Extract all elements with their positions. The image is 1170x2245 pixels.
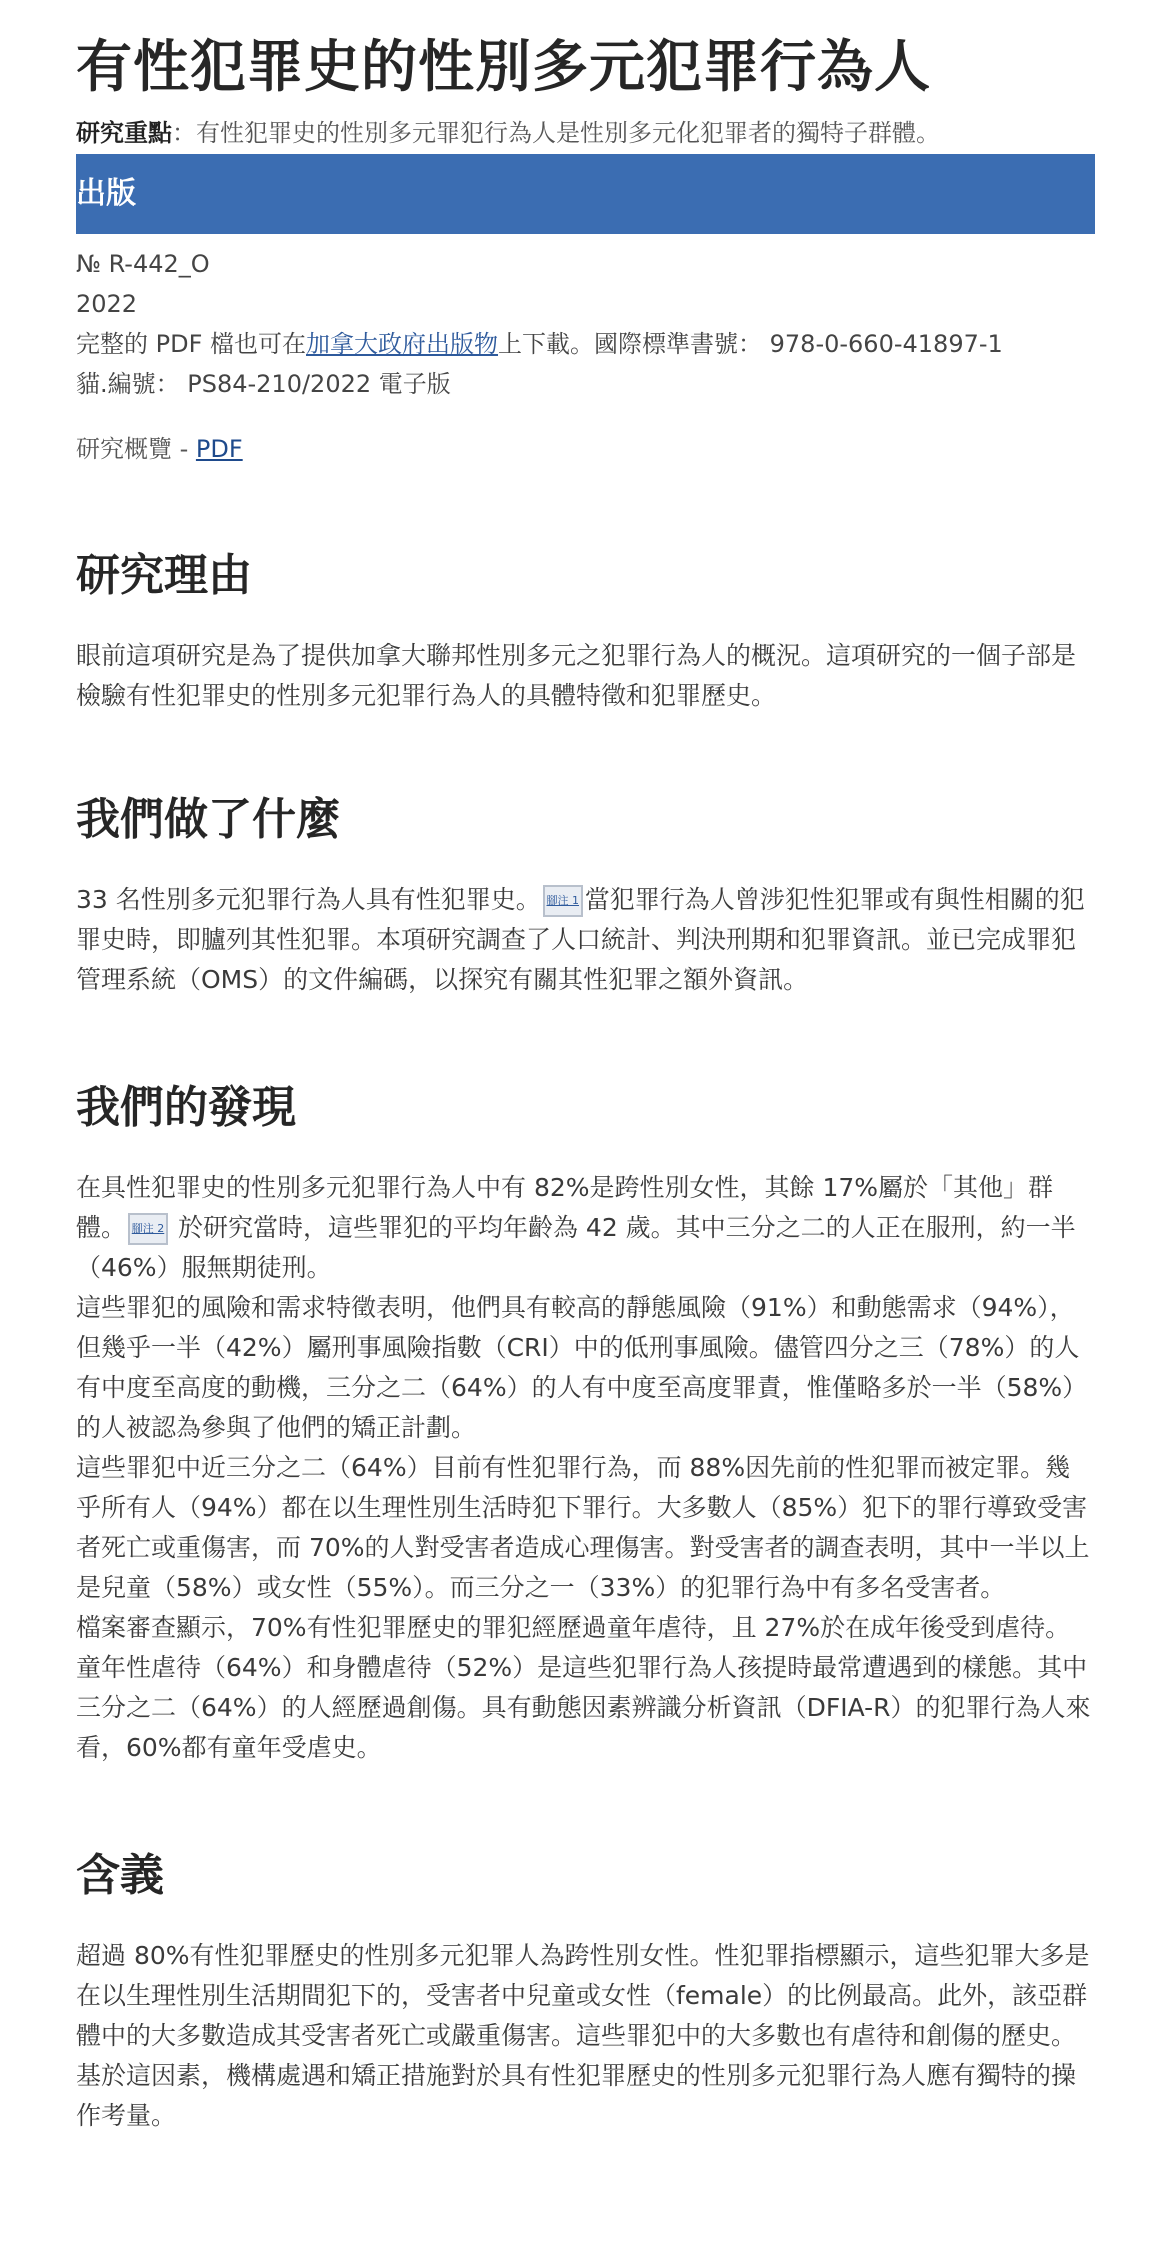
publication-banner: 出版 bbox=[76, 154, 1095, 234]
report-number: № R-442_O bbox=[76, 250, 210, 278]
pdf-download-line bbox=[76, 324, 1095, 364]
findings-paragraph-4: 檔案審查顯示，70%有性犯罪歷史的罪犯經歷過童年虐待，且 27%於在成年後受到虐待。童年性虐待（64%）和身體虐待（52%）是這些犯罪行為人孩提時最常遭遇到的樣態。其中三分之二（64%）的人經歷過創傷。具有動態因素辨識分析資訊（DFIA-R）的犯罪行為人來看，60%都有童年受虐史。 bbox=[76, 1613, 1091, 1762]
findings-paragraph-2: 這些罪犯的風險和需求特徵表明，他們具有較高的靜態風險（91%）和動態需求（94%），但幾乎一半（42%）屬刑事風險指數（CRI）中的低刑事風險。儘管四分之三（78%）的人有中度至高度的動機，三分之二（64%）的人有中度至高度罪責，惟僅略多於一半（58%）的人被認為參與了他們的矯正計劃。 bbox=[76, 1293, 1088, 1442]
footnote-2-link[interactable]: 腳注 2 bbox=[128, 1213, 168, 1245]
publication-meta bbox=[76, 244, 1095, 404]
findings-paragraph-1 bbox=[76, 1168, 1095, 1288]
key-point bbox=[76, 114, 1095, 152]
page bbox=[0, 32, 1170, 2136]
footnote-1-link[interactable]: 腳注 1 bbox=[543, 885, 583, 917]
publications-link[interactable]: 加拿大政府出版物 bbox=[306, 330, 499, 358]
report-year: 2022 bbox=[76, 290, 138, 318]
heading-what-we-did: 我們做了什麼 bbox=[76, 794, 340, 845]
overview-pdf-link[interactable]: PDF bbox=[195, 435, 243, 463]
key-point-label: 研究重點 bbox=[76, 119, 172, 147]
rationale-paragraph: 眼前這項研究是為了提供加拿大聯邦性別多元之犯罪行為人的概況。這項研究的一個子部是檢驗有性犯罪史的性別多元犯罪行為人的具體特徵和犯罪歷史。 bbox=[76, 641, 1077, 710]
heading-implications: 含義 bbox=[76, 1850, 164, 1901]
key-point-text: ：有性犯罪史的性別多元罪犯行為人是性別多元化犯罪者的獨特子群體。 bbox=[172, 119, 940, 147]
what-we-did-paragraph bbox=[76, 880, 1095, 1000]
findings-paragraph-3: 這些罪犯中近三分之二（64%）目前有性犯罪行為，而 88%因先前的性犯罪而被定罪。幾乎所有人（94%）都在以生理性別生活時犯下罪行。大多數人（85%）犯下的罪行導致受害者死亡或重傷害，而 70%的人對受害者造成心理傷害。對受害者的調查表明，其中一半以上是兒童（58%）或女性（55%）。而三分之一（33%）的犯罪行為中有多名受害者。 bbox=[76, 1453, 1090, 1602]
findings-text-2: 於研究當時，這些罪犯的平均年齡為 42 歲。其中三分之二的人正在服刑，約一半（46%）服無期徒刑。 bbox=[76, 1213, 1076, 1282]
heading-findings: 我們的發現 bbox=[76, 1082, 296, 1133]
findings-text-1: 在具性犯罪史的性別多元犯罪行為人中有 82%是跨性別女性，其餘 17%屬於「其他」群體。 bbox=[76, 1173, 1054, 1242]
implications-paragraph: 超過 80%有性犯罪歷史的性別多元犯罪人為跨性別女性。性犯罪指標顯示，這些犯罪大多是在以生理性別生活期間犯下的，受害者中兒童或女性（female）的比例最高。此外，該亞群體中的大多數造成其受害者死亡或嚴重傷害。這些罪犯中的大多數也有虐待和創傷的歷史。基於這因素，機構處遇和矯正措施對於具有性犯罪歷史的性別多元犯罪行為人應有獨特的操作考量。 bbox=[76, 1941, 1090, 2130]
page-title: 有性犯罪史的性別多元犯罪行為人 bbox=[76, 35, 931, 100]
what-we-did-text-1: 33 名性別多元犯罪行為人具有性犯罪史。 bbox=[76, 885, 541, 914]
catalogue-number: 貓.編號： PS84-210/2022 電子版 bbox=[76, 370, 451, 398]
heading-rationale: 研究理由 bbox=[76, 550, 252, 601]
overview-label: 研究概覽 - bbox=[76, 435, 196, 463]
research-overview bbox=[76, 430, 1095, 468]
isbn-text: 上下載。國際標準書號： 978-0-660-41897-1 bbox=[498, 330, 1003, 358]
pdf-text-before: 完整的 PDF 檔也可在 bbox=[76, 330, 307, 358]
what-we-did-text-2: 當犯罪行為人曾涉犯性犯罪或有與性相關的犯罪史時，即臚列其性犯罪。本項研究調查了人口統計、判決刑期和犯罪資訊。並已完成罪犯管理系統（OMS）的文件編碼，以探究有關其性犯罪之額外資訊。 bbox=[76, 885, 1085, 994]
